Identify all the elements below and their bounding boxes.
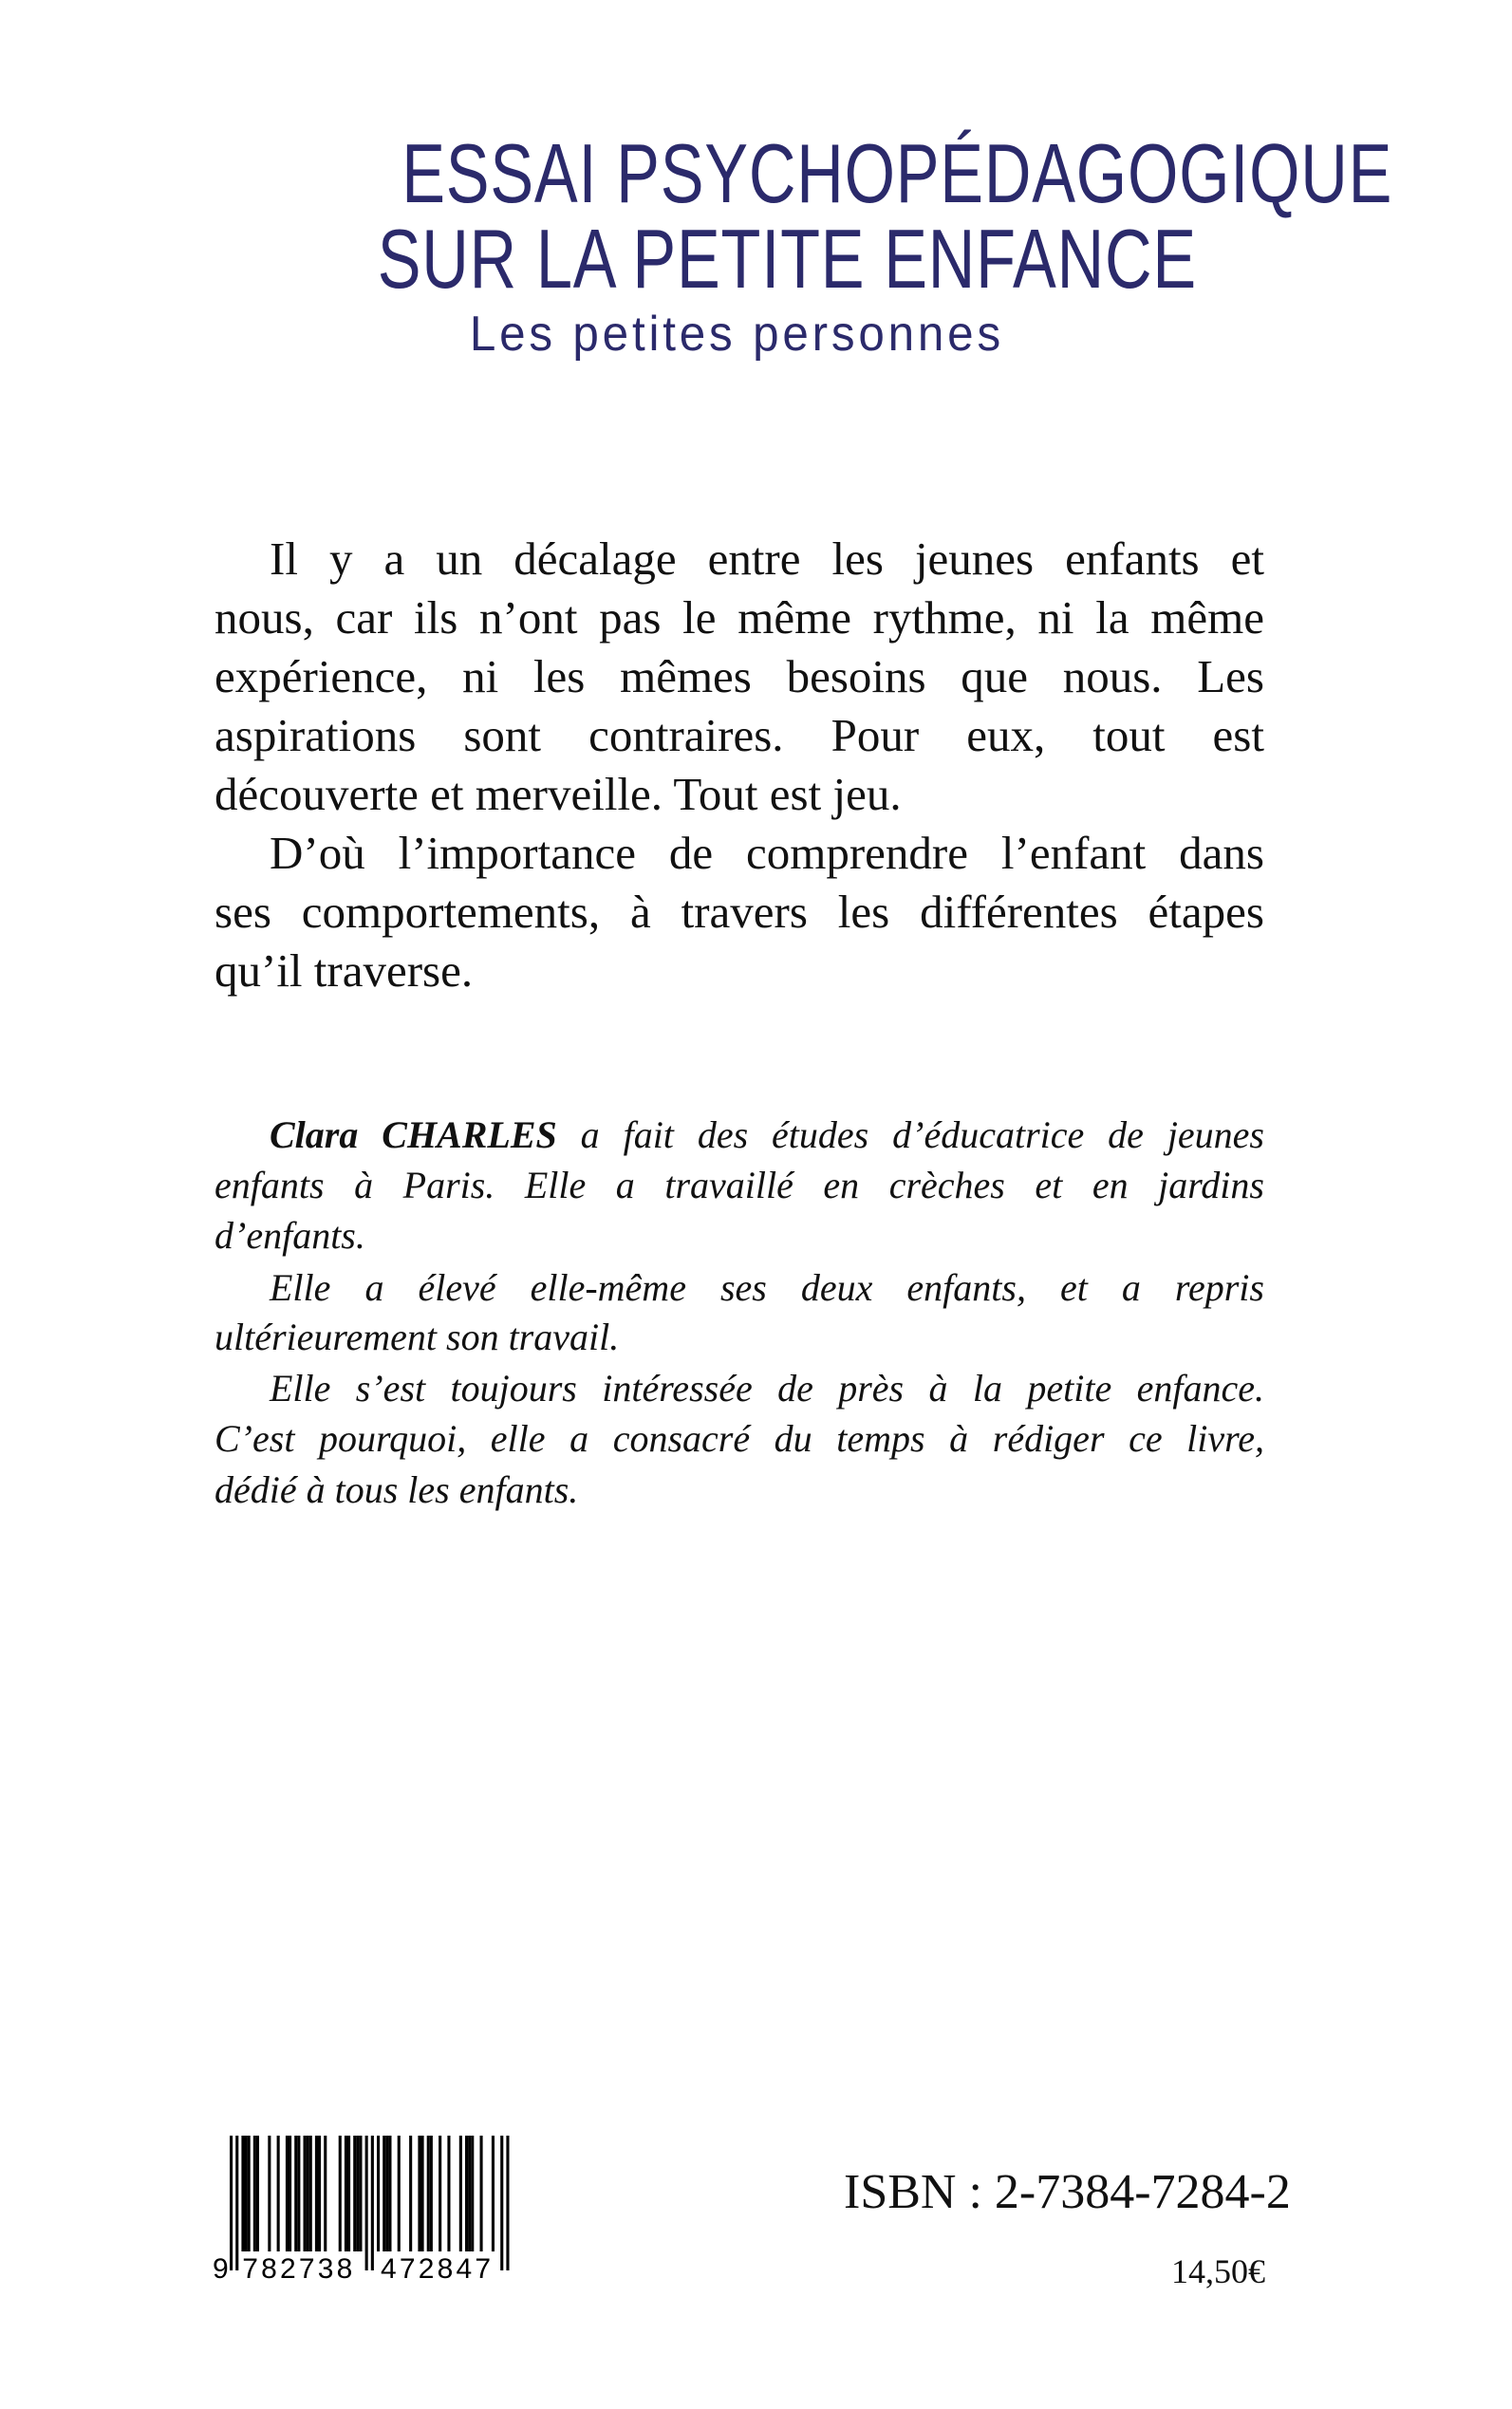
blurb-line: découverte et merveille. Tout est jeu. [215, 768, 902, 820]
barcode-bar [324, 2136, 327, 2251]
blurb-line: nous, car ils n’ont pas le même rythme, ni la même [215, 591, 1264, 644]
barcode-digits: 472847 [381, 2253, 491, 2280]
barcode-bar [345, 2136, 347, 2251]
barcode-bar [459, 2136, 462, 2251]
bio-line: d’enfants. [215, 1214, 365, 1257]
barcode-bar [294, 2136, 297, 2251]
barcode-bar [418, 2136, 420, 2251]
barcode-bar [465, 2136, 468, 2251]
subtitle [262, 306, 1211, 363]
barcode-bar [230, 2136, 233, 2270]
isbn: ISBN : 2-7384-7284-2 [844, 2165, 1291, 2219]
barcode-bar [471, 2136, 474, 2251]
barcode-bar [447, 2136, 450, 2251]
bio-line: ultérieurement son travail. [215, 1316, 620, 1358]
barcode-bar [377, 2136, 380, 2251]
barcode-bar [248, 2136, 251, 2251]
barcode-bar [439, 2136, 441, 2251]
barcode-bar [409, 2136, 412, 2251]
barcode-bar [356, 2136, 359, 2251]
bio-line: enfants à Paris. Elle a travaillé en crèches et en jardins [215, 1164, 1264, 1206]
bio-line [215, 1112, 1264, 1157]
barcode-bar [289, 2136, 291, 2251]
barcode-bar [253, 2136, 256, 2251]
blurb-line: expérience, ni les mêmes besoins que nous. Les [215, 650, 1264, 702]
barcode-bar [500, 2136, 503, 2270]
barcode-bar [315, 2136, 318, 2251]
title-text: ESSAI PSYCHOPÉDAGOGIQUE [401, 126, 1393, 220]
barcode-bar [421, 2136, 424, 2251]
blurb-line: qu’il traverse. [215, 944, 474, 997]
subtitle-text: Les petites personnes [469, 307, 1004, 362]
bio-line: dédié à tous les enfants. [215, 1468, 579, 1511]
blurb-line: ses comportements, à travers les différentes étapes [215, 886, 1264, 938]
barcode [211, 2136, 511, 2280]
barcode-digits: 782738 [242, 2253, 353, 2280]
barcode-bar [309, 2136, 312, 2251]
bio-line: C’est pourquoi, elle a consacré du temps à rédiger ce livre, [215, 1417, 1264, 1460]
author-name: Clara CHARLES [270, 1113, 557, 1156]
barcode-bar [297, 2136, 300, 2251]
barcode-bar [245, 2136, 248, 2251]
barcode-bar [383, 2136, 385, 2251]
barcode-bar [277, 2136, 280, 2251]
barcode-digits: 9 [213, 2253, 229, 2280]
barcode-bar [506, 2136, 509, 2270]
blurb-line: aspirations sont contraires. Pour eux, tout est [215, 709, 1264, 761]
barcode-bar [307, 2136, 309, 2251]
barcode-bar [304, 2136, 307, 2251]
barcode-bar [427, 2136, 430, 2251]
price: 14,50€ [1171, 2252, 1265, 2290]
barcode-bar [318, 2136, 321, 2251]
barcode-bar [235, 2136, 238, 2270]
bio-text: a fait des études d’éducatrice de jeunes [556, 1113, 1265, 1156]
title-line-2 [262, 211, 1211, 308]
barcode-bar [365, 2136, 368, 2270]
barcode-bar [385, 2136, 388, 2251]
barcode-bar [241, 2136, 244, 2251]
barcode-bar [256, 2136, 259, 2251]
barcode-bar [359, 2136, 362, 2251]
barcode-bar [339, 2136, 342, 2251]
title-text: SUR LA PETITE ENFANCE [377, 212, 1197, 306]
barcode-bar [286, 2136, 289, 2251]
blurb-line: Il y a un décalage entre les jeunes enfants et [270, 532, 1264, 585]
bio-line: Elle a élevé elle-même ses deux enfants, et a repris [270, 1266, 1264, 1309]
barcode-bar [398, 2136, 401, 2251]
blurb-line: D’où l’importance de comprendre l’enfant dans [270, 827, 1264, 879]
barcode-bar [268, 2136, 271, 2251]
bio-line: Elle s’est toujours intéressée de près à la petite enfance. [270, 1367, 1264, 1410]
barcode-bar [492, 2136, 495, 2251]
barcode-bar [430, 2136, 433, 2251]
title-line-1 [262, 125, 1393, 222]
barcode-bar [388, 2136, 391, 2251]
barcode-bar [468, 2136, 471, 2251]
barcode-bar [371, 2136, 374, 2270]
barcode-bar [480, 2136, 483, 2251]
barcode-bar [353, 2136, 356, 2251]
barcode-bar [347, 2136, 350, 2251]
